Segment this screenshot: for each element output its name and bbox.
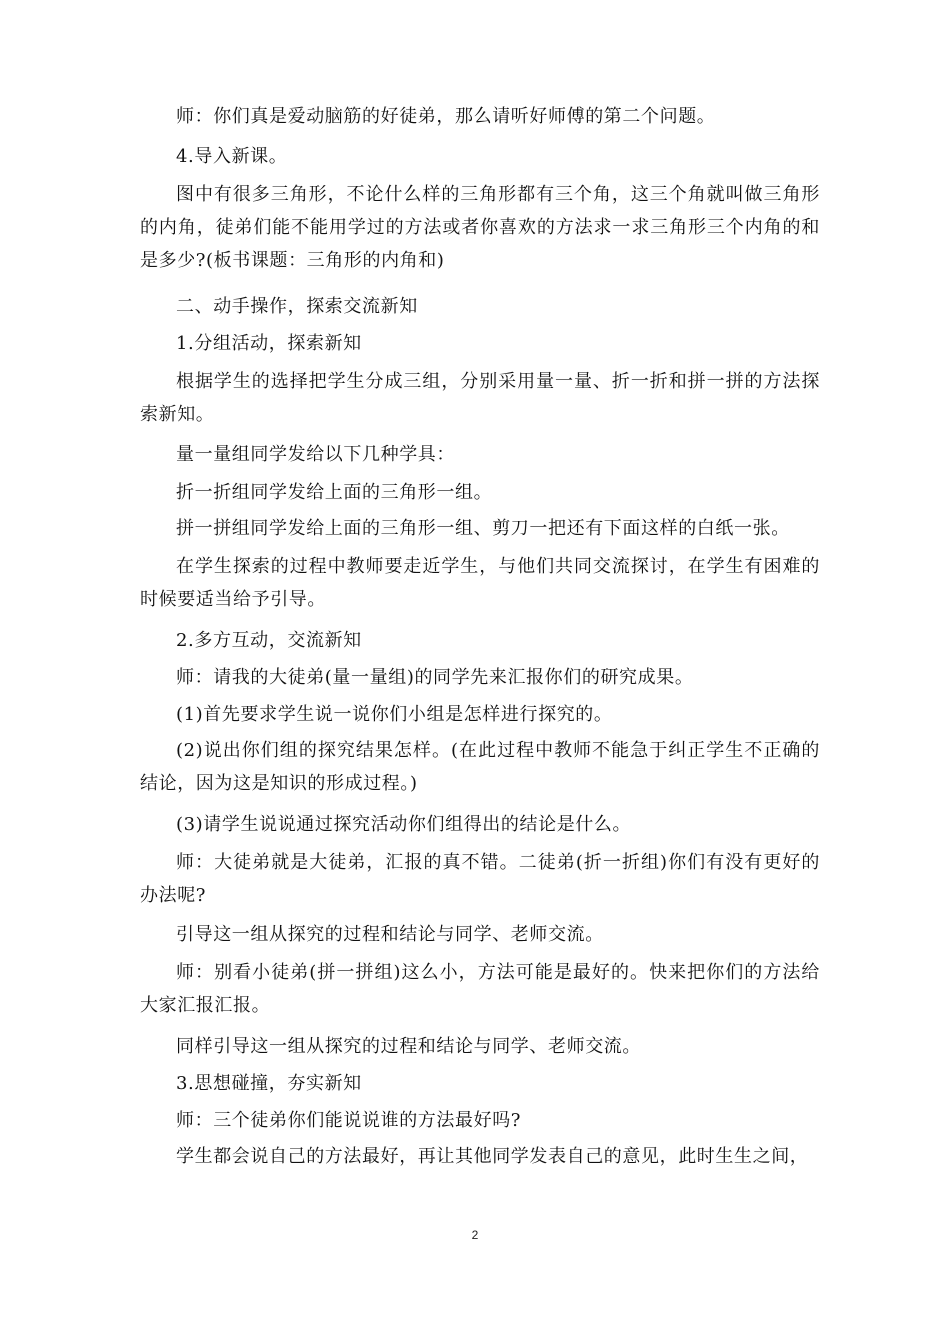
paragraph: 在学生探索的过程中教师要走近学生，与他们共同交流探讨，在学生有困难的时候要适当给予引导。 [140, 556, 820, 610]
paragraph: 师：请我的大徒弟(量一量组)的同学先来汇报你们的研究成果。 [176, 667, 694, 688]
list-item: (3)请学生说说通过探究活动你们组得出的结论是什么。 [176, 814, 632, 835]
page-number: 2 [471, 1228, 479, 1242]
paragraph: 引导这一组从探究的过程和结论与同学、老师交流。 [176, 924, 604, 945]
paragraph: 师：三个徒弟你们能说说谁的方法最好吗? [176, 1110, 522, 1131]
paragraph: 折一折组同学发给上面的三角形一组。 [176, 482, 493, 503]
paragraph: 拼一拼组同学发给上面的三角形一组、剪刀一把还有下面这样的白纸一张。 [176, 518, 790, 539]
paragraph: 量一量组同学发给以下几种学具： [176, 444, 455, 465]
paragraph: 学生都会说自己的方法最好，再让其他同学发表自己的意见，此时生生之间， [176, 1146, 809, 1167]
paragraph: 师：大徒弟就是大徒弟，汇报的真不错。二徒弟(折一折组)你们有没有更好的办法呢? [140, 852, 820, 906]
section-heading: 4.导入新课。 [176, 146, 288, 167]
section-heading: 3.思想碰撞，夯实新知 [176, 1073, 362, 1094]
paragraph: 根据学生的选择把学生分成三组，分别采用量一量、折一折和拼一拼的方法探索新知。 [140, 371, 820, 425]
section-heading: 二、动手操作，探索交流新知 [176, 296, 418, 317]
section-heading: 2.多方互动，交流新知 [176, 630, 362, 651]
paragraph: 师：别看小徒弟(拼一拼组)这么小，方法可能是最好的。快来把你们的方法给大家汇报汇报。 [140, 962, 820, 1016]
paragraph: 图中有很多三角形，不论什么样的三角形都有三个角，这三个角就叫做三角形的内角，徒弟们能不能用学过的方法或者你喜欢的方法求一求三角形三个内角的和是多少?(板书课题：三角形的内角和) [140, 184, 820, 271]
paragraph: 师：你们真是爱动脑筋的好徒弟，那么请听好师傅的第二个问题。 [176, 106, 716, 127]
list-item: (2)说出你们组的探究结果怎样。(在此过程中教师不能急于纠正学生不正确的结论，因为这是知识的形成过程。) [140, 740, 820, 794]
paragraph: 同样引导这一组从探究的过程和结论与同学、老师交流。 [176, 1036, 641, 1057]
list-item: (1)首先要求学生说一说你们小组是怎样进行探究的。 [176, 704, 613, 725]
section-heading: 1.分组活动，探索新知 [176, 333, 362, 354]
